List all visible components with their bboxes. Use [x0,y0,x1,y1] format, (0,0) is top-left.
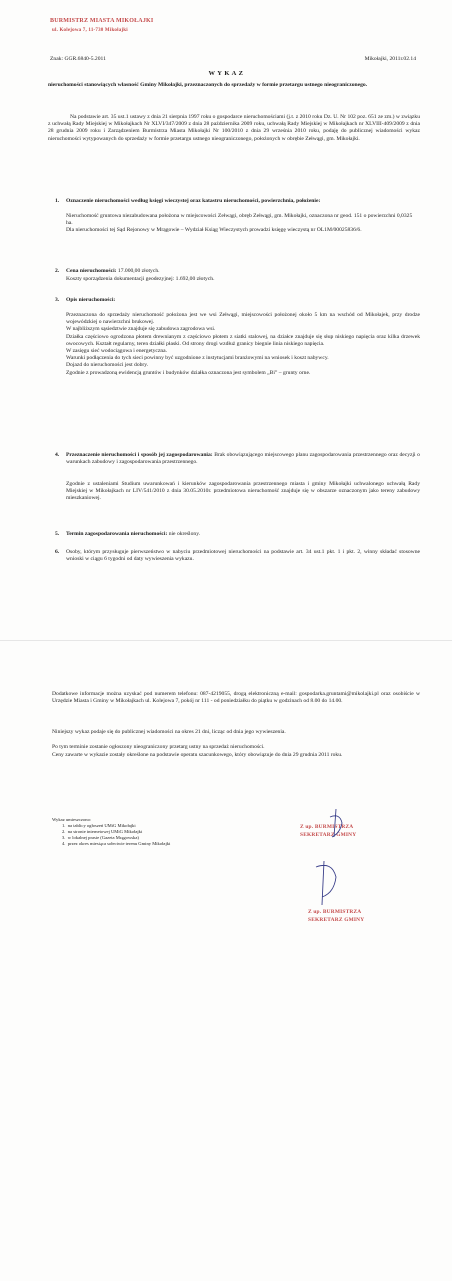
posted-item-1: 1. na tablicy ogłoszeń UMiG Mikołajki [62,823,136,828]
section-3-heading: Opis nieruchomości: [66,297,116,303]
section-2-heading-line [66,268,420,275]
section-6-text: Osoby, którym przysługuje pierwszeństwo w nabyciu przedmiotowej nieruchomości na podstawie art. 34 ust.1 pkt. 1 i pkt. 2, winny składać stosowne wnioski w ciągu 6 tygodni od daty wywieszenia wykazu. [66,549,420,563]
section-5-number: 5. [55,531,60,537]
official-stamp-lower [308,909,418,923]
signature-mark-lower [302,857,362,917]
section-2-heading: Cena nieruchomości: [66,268,117,274]
section-1-body: Nieruchomość gruntowa niezabudowana położona w miejscowości Zełwągi, obręb Zełwągi, gm. Mikołajki, oznaczona nr geod. 151 o powierzchni 0,0325 ha. Dla nieruchomości tej Sąd Rejonowy w Mrągowie – Wydział Ksiąg Wieczystych prowadzi księgę wieczystą nr OL1M/00025836/6. [66,213,413,234]
section-4-heading-tail: Brak obowiązującego miejscowego planu zagospodarowania przestrzennego oraz decyzji o warunkach zabudowy i zagospodarowania przestrzennego. [66,452,420,466]
section-5-heading-tail: nie określony. [167,531,201,537]
stamp-lower-line2: SEKRETARZ GMINY [308,917,365,923]
header-stamp-line1: BURMISTRZ MIASTA MIKOŁAJKI [50,18,154,24]
place-date: Mikołajki, 2011r.02.14 [364,56,416,62]
posted-item-3: 3. w lokalnej prasie (Gazeta Mrągowska) [62,835,139,840]
contact-info-paragraph: Dodatkowe informacje można uzyskać pod numerem telefonu: 087-4219055, drogą elektroniczną e-mail: gospodarka.gruntami@mikolajki.pl oraz osobiście w Urzędzie Miasta i Gminy w Mikołajkach ul. Kolejowa 7, pokój nr 111 - od poniedziałku do piątku w godzinach od 8.00 do 14.00. [52,691,420,705]
section-4-number: 4. [55,452,60,458]
section-4-body: Zgodnie z ustaleniami Studium uwarunkowań i kierunków zagospodarowania przestrzennego miasta i gminy Mikołajki uchwalonego uchwałą Rady Miejskiej w Mikołajkach nr LIV/541/2010 z dnia 30.05.2010r. przedmiotowa nieruchomość znajduje się w obszarze oznaczonym jako tereny zabudowy mieszkaniowej. [66,481,420,502]
section-2-number: 2. [55,268,60,274]
section-3-body: Przeznaczona do sprzedaży nieruchomość położona jest we wsi Zełwągi, miejscowości położonej około 5 km na wschód od Mikołajek, przy drodze wojewódzkiej o nawierzchni brukowej. W najbliższym sąsiedztwie znajduje się zabudowa zagrodowa wsi. Działka częściowo ogrodzona płotem drewnianym z częściowo płotem z siatki stalowej, na działce znajduje się słup niskiego napięcia oraz kilka drzewek owocowych. Kształt regularny, teren działki płaski. Od strony drogi wzdłuż granicy biegnie linia niskiego napięcia. W zasięgu sieć wodociągowa i energetyczna. Warunki podłączenia do tych sieci powinny być uzgodnione z instytucjami branżowymi na wniosek i koszt nabywcy. Dojazd do nieruchomości jest dobry. Zgodnie z prowadzoną ewidencją gruntów i budynków działka oznaczona jest symbolem „Bi” – grunty orne. [66,312,420,376]
section-1-number: 1. [55,198,60,204]
stamp-upper-line2: SEKRETARZ GMINY [300,832,357,838]
posted-list-heading: Wykaz umieszczono: [52,817,92,822]
section-3-number: 3. [55,297,60,303]
price-validity-paragraph: Ceny zawarte w wykazie zostały określone na podstawie operatu szacunkowego, który obowiązuje do dnia 29 grudnia 2011 roku. [52,752,343,758]
tender-notice-paragraph: Po tym terminie zostanie ogłoszony nieograniczony przetarg ustny na sprzedaż nieruchomości. [52,744,265,750]
header-stamp [50,18,153,33]
document-page-1 [0,0,452,640]
posted-item-2: 2. na stronie internetowej UMiG Mikołajki [62,829,143,834]
stamp-lower-line1: Z up. BURMISTRZA [308,909,362,915]
section-5-heading-line [66,531,420,538]
document-title: W Y K A Z [208,70,244,77]
document-page-2 [0,640,452,1281]
section-2-body: Koszty sporządzenia dokumentacji geodezyjnej: 1.692,00 złotych. [66,276,215,282]
section-1-heading: Oznaczenie nieruchomości według księgi wieczystej oraz katastru nieruchomości, powierzchnia, położenie: [66,198,321,204]
stamp-upper-line1: Z up. BURMISTRZA [300,824,354,830]
reference-number: Znak: GGR.6840-5.2011 [50,56,106,62]
header-stamp-line2: ul. Kolejowa 7, 11-730 Mikołajki [52,28,128,33]
section-4-heading: Przeznaczenie nieruchomości i sposób jej zagospodarowania: [66,452,213,458]
signature-mark-upper [316,807,356,847]
publication-period-paragraph: Niniejszy wykaz podaje się do publicznej wiadomości na okres 21 dni, licząc od dnia jego wywieszenia. [52,729,286,735]
document-subtitle: nieruchomości stanowiących własność Gminy Mikołajki, przeznaczonych do sprzedaży w formie przetargu ustnego nieograniczonego. [48,82,368,88]
section-4-heading-line [66,452,420,466]
posted-list [52,817,170,847]
section-2-heading-tail: 17.000,00 złotych. [116,268,160,274]
posted-item-4: 4. przez okres miesiąca sołectwie terenu Gminy Mikołajki [62,841,171,846]
section-5-heading: Termin zagospodarowania nieruchomości: [66,531,168,537]
intro-paragraph: Na podstawie art. 35 ust.1 ustawy z dnia 21 sierpnia 1997 roku o gospodarce nieruchomościami (j.t. z 2010 roku Dz. U. Nr 102 poz. 651 ze zm.) w związku z uchwałą Rady Miejskiej w Mikołajkach Nr XLVI/347/2009 z dnia 28 października 2009 roku, uchwałą Rady Miejskiej w Mikołajkach nr XLVIII-409/2009 z dnia 28 grudnia 2009 roku i Zarządzeniem Burmistrza Miasta Mikołajki Nr 100/2010 z dnia 29 września 2010 roku, podaję do publicznej wiadomości wykaz nieruchomości wytypowanych do sprzedaży w formie przetargu ustnego nieograniczonego, położonych w obrębie Zełwągi, gm. Mikołajki. [48,114,420,142]
section-6-number: 6. [55,549,60,555]
